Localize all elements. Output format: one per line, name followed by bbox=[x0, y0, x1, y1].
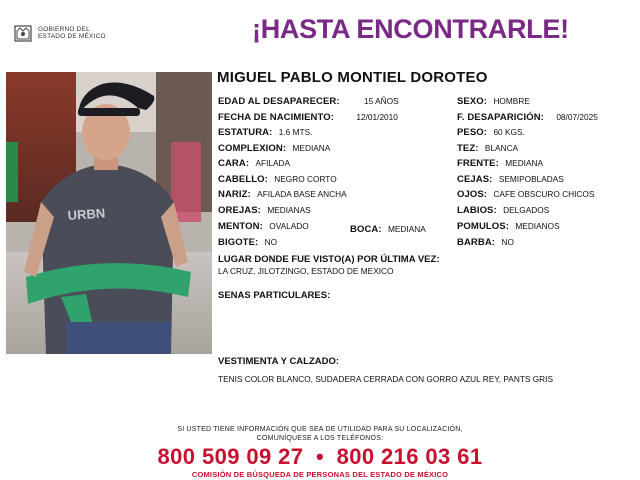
nacimiento-value: 12/01/2010 bbox=[356, 112, 398, 122]
field-complexion bbox=[218, 143, 330, 154]
edad-label: EDAD AL DESAPARECER: bbox=[218, 96, 340, 107]
labios-value: DELGADOS bbox=[503, 205, 550, 215]
contact-note bbox=[0, 426, 640, 443]
orejas-label: OREJAS: bbox=[218, 205, 261, 216]
cabello-label: CABELLO: bbox=[218, 174, 268, 185]
barba-value: NO bbox=[501, 237, 514, 247]
field-frente bbox=[457, 158, 543, 169]
frente-value: MEDIANA bbox=[505, 158, 544, 168]
barba-label: BARBA: bbox=[457, 237, 496, 248]
edad-value: 15 AÑOS bbox=[364, 96, 399, 106]
field-tez bbox=[457, 143, 518, 154]
sexo-label: SEXO: bbox=[457, 96, 488, 107]
particular-marks-label: SENAS PARTICULARES: bbox=[218, 290, 331, 301]
phone-number-1[interactable]: 800 509 09 27 bbox=[157, 444, 304, 469]
field-menton bbox=[218, 221, 309, 232]
pomulos-value: MEDIANOS bbox=[515, 221, 560, 231]
nariz-label: NARIZ: bbox=[218, 189, 251, 200]
logo-line-1: GOBIERNO DEL bbox=[38, 25, 90, 33]
menton-value: OVALADO bbox=[269, 221, 309, 231]
contact-note-line-2: COMUNÍQUESE A LOS TELÉFONOS: bbox=[256, 434, 384, 442]
ojos-value: CAFE OBSCURO CHICOS bbox=[493, 189, 595, 199]
cejas-value: SEMIPOBLADAS bbox=[498, 174, 564, 184]
person-full-name: MIGUEL PABLO MONTIEL DOROTEO bbox=[217, 69, 488, 86]
svg-text:URBN: URBN bbox=[67, 205, 106, 223]
cara-value: AFILADA bbox=[255, 158, 291, 168]
field-desaparicion bbox=[457, 112, 598, 123]
orejas-value: MEDIANAS bbox=[267, 205, 311, 215]
field-nariz bbox=[218, 189, 347, 200]
cara-label: CARA: bbox=[218, 158, 250, 169]
nacimiento-label: FECHA DE NACIMIENTO: bbox=[218, 112, 334, 123]
logo-line-2: ESTADO DE MÉXICO bbox=[38, 33, 106, 40]
boca-label: BOCA: bbox=[350, 224, 382, 235]
desaparicion-label: F. DESAPARICIÓN: bbox=[457, 112, 544, 123]
complexion-label: COMPLEXION: bbox=[218, 143, 287, 154]
menton-label: MENTON: bbox=[218, 221, 263, 232]
field-barba bbox=[457, 237, 514, 248]
cejas-label: CEJAS: bbox=[457, 174, 493, 185]
field-labios bbox=[457, 205, 549, 216]
bigote-value: NO bbox=[264, 237, 278, 247]
field-estatura bbox=[218, 127, 312, 138]
field-cara bbox=[218, 158, 290, 169]
labios-label: LABIOS: bbox=[457, 205, 497, 216]
last-seen-value: LA CRUZ, JILOTZINGO, ESTADO DE MEXICO bbox=[218, 266, 394, 276]
pomulos-label: POMULOS: bbox=[457, 221, 509, 232]
field-cabello bbox=[218, 174, 337, 185]
field-boca bbox=[350, 224, 426, 235]
state-emblem-icon bbox=[12, 22, 34, 44]
field-orejas bbox=[218, 205, 311, 216]
government-logo bbox=[12, 20, 122, 46]
boca-value: MEDIANA bbox=[388, 224, 426, 234]
field-bigote bbox=[218, 237, 277, 248]
nariz-value: AFILADA BASE ANCHA bbox=[257, 189, 347, 199]
peso-value: 60 KGS. bbox=[493, 127, 525, 137]
phone-separator: • bbox=[315, 444, 325, 469]
complexion-value: MEDIANA bbox=[292, 143, 331, 153]
tez-value: BLANCA bbox=[484, 143, 519, 153]
clothing-value: TENIS COLOR BLANCO, SUDADERA CERRADA CON GORRO AZUL REY, PANTS GRIS bbox=[218, 374, 554, 384]
peso-label: PESO: bbox=[457, 127, 488, 138]
phone-numbers bbox=[0, 444, 640, 470]
cabello-value: NEGRO CORTO bbox=[274, 174, 337, 184]
field-pomulos bbox=[457, 221, 560, 232]
estatura-value: 1.6 MTS. bbox=[278, 127, 313, 137]
field-ojos bbox=[457, 189, 594, 200]
field-edad bbox=[218, 96, 399, 107]
frente-label: FRENTE: bbox=[457, 158, 499, 169]
bigote-label: BIGOTE: bbox=[218, 237, 259, 248]
estatura-label: ESTATURA: bbox=[218, 127, 273, 138]
last-seen-label: LUGAR DONDE FUE VISTO(A) POR ÚLTIMA VEZ: bbox=[218, 254, 440, 265]
field-nacimiento bbox=[218, 112, 398, 123]
field-sexo bbox=[457, 96, 530, 107]
clothing-label: VESTIMENTA Y CALZADO: bbox=[218, 356, 340, 367]
tez-label: TEZ: bbox=[457, 143, 479, 154]
phone-number-2[interactable]: 800 216 03 61 bbox=[336, 444, 483, 469]
commission-name: COMISIÓN DE BÚSQUEDA DE PERSONAS DEL ESTADO DE MÉXICO bbox=[191, 470, 449, 479]
person-photo bbox=[6, 72, 212, 354]
contact-note-line-1: SI USTED TIENE INFORMACIÓN QUE SEA DE UTILIDAD PARA SU LOCALIZACIÓN, bbox=[177, 426, 463, 433]
ojos-label: OJOS: bbox=[457, 189, 488, 200]
field-peso bbox=[457, 127, 525, 138]
sexo-value: HOMBRE bbox=[493, 96, 530, 106]
headline: ¡HASTA ENCONTRARLE! bbox=[252, 14, 569, 44]
field-cejas bbox=[457, 174, 564, 185]
desaparicion-value: 08/07/2025 bbox=[556, 112, 598, 122]
